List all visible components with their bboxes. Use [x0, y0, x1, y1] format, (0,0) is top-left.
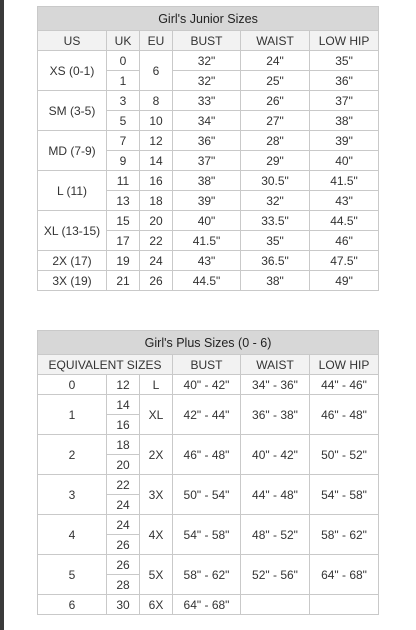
- uk-size-cell: 7: [107, 131, 140, 151]
- waist-cell: 25": [241, 71, 310, 91]
- col-header-waist: WAIST: [241, 31, 310, 51]
- col-header-eu: EU: [140, 31, 173, 51]
- waist-cell: 26": [241, 91, 310, 111]
- low-hip-cell: 44" - 46": [310, 375, 379, 395]
- letter-size-cell: 3X: [140, 475, 173, 515]
- uk-size-cell: 30: [107, 595, 140, 615]
- letter-size-cell: 5X: [140, 555, 173, 595]
- junior-table-title: Girl's Junior Sizes: [38, 7, 379, 31]
- uk-size-cell: 21: [107, 271, 140, 291]
- waist-cell: 36" - 38": [241, 395, 310, 435]
- us-size-cell: 3: [38, 475, 107, 515]
- table-row: [38, 171, 379, 191]
- bust-cell: 37": [173, 151, 241, 171]
- eu-size-cell: 6: [140, 51, 173, 91]
- uk-size-cell: 13: [107, 191, 140, 211]
- bust-cell: 54" - 58": [173, 515, 241, 555]
- low-hip-cell: 50" - 52": [310, 435, 379, 475]
- uk-size-cell: 19: [107, 251, 140, 271]
- waist-cell: 52" - 56": [241, 555, 310, 595]
- low-hip-cell: 36": [310, 71, 379, 91]
- uk-size-cell: 20: [107, 455, 140, 475]
- uk-size-cell: 24: [107, 495, 140, 515]
- eu-size-cell: 24: [140, 251, 173, 271]
- letter-size-cell: XL: [140, 395, 173, 435]
- letter-size-cell: L: [140, 375, 173, 395]
- waist-cell: 34" - 36": [241, 375, 310, 395]
- waist-cell: 36.5": [241, 251, 310, 271]
- bust-cell: 34": [173, 111, 241, 131]
- table-row: [38, 211, 379, 231]
- low-hip-cell: 38": [310, 111, 379, 131]
- waist-cell: 24": [241, 51, 310, 71]
- table-row: [38, 51, 379, 71]
- uk-size-cell: 9: [107, 151, 140, 171]
- bust-cell: 32": [173, 51, 241, 71]
- eu-size-cell: 22: [140, 231, 173, 251]
- uk-size-cell: 1: [107, 71, 140, 91]
- uk-size-cell: 22: [107, 475, 140, 495]
- col-header-low-hip: LOW HIP: [310, 355, 379, 375]
- table-row: [38, 435, 379, 455]
- bust-cell: 40" - 42": [173, 375, 241, 395]
- col-header-us: US: [38, 31, 107, 51]
- low-hip-cell: 54" - 58": [310, 475, 379, 515]
- waist-cell: 28": [241, 131, 310, 151]
- uk-size-cell: 24: [107, 515, 140, 535]
- us-size-cell: 2: [38, 435, 107, 475]
- table-row: [38, 251, 379, 271]
- table-row: [38, 91, 379, 111]
- us-size-cell: 3X (19): [38, 271, 107, 291]
- bust-cell: 33": [173, 91, 241, 111]
- low-hip-cell: 44.5": [310, 211, 379, 231]
- uk-size-cell: 14: [107, 395, 140, 415]
- uk-size-cell: 5: [107, 111, 140, 131]
- uk-size-cell: 16: [107, 415, 140, 435]
- us-size-cell: 1: [38, 395, 107, 435]
- us-size-cell: 6: [38, 595, 107, 615]
- uk-size-cell: 11: [107, 171, 140, 191]
- bust-cell: 46" - 48": [173, 435, 241, 475]
- waist-cell: 38": [241, 271, 310, 291]
- low-hip-cell: 47.5": [310, 251, 379, 271]
- us-size-cell: XL (13-15): [38, 211, 107, 251]
- eu-size-cell: 14: [140, 151, 173, 171]
- col-header-waist: WAIST: [241, 355, 310, 375]
- eu-size-cell: 16: [140, 171, 173, 191]
- waist-cell: 30.5": [241, 171, 310, 191]
- eu-size-cell: 12: [140, 131, 173, 151]
- waist-cell: [241, 595, 310, 615]
- low-hip-cell: 40": [310, 151, 379, 171]
- table-row: [38, 131, 379, 151]
- low-hip-cell: 41.5": [310, 171, 379, 191]
- junior-sizes-table: [37, 6, 379, 291]
- waist-cell: 32": [241, 191, 310, 211]
- waist-cell: 29": [241, 151, 310, 171]
- plus-table-title: Girl's Plus Sizes (0 - 6): [38, 331, 379, 355]
- low-hip-cell: 39": [310, 131, 379, 151]
- letter-size-cell: 4X: [140, 515, 173, 555]
- uk-size-cell: 18: [107, 435, 140, 455]
- col-header-equivalent-sizes: EQUIVALENT SIZES: [38, 355, 173, 375]
- waist-cell: 44" - 48": [241, 475, 310, 515]
- us-size-cell: 4: [38, 515, 107, 555]
- table-row: [38, 595, 379, 615]
- table-row: [38, 375, 379, 395]
- bust-cell: 40": [173, 211, 241, 231]
- eu-size-cell: 26: [140, 271, 173, 291]
- eu-size-cell: 20: [140, 211, 173, 231]
- low-hip-cell: 46": [310, 231, 379, 251]
- low-hip-cell: 43": [310, 191, 379, 211]
- uk-size-cell: 0: [107, 51, 140, 71]
- col-header-bust: BUST: [173, 31, 241, 51]
- low-hip-cell: 49": [310, 271, 379, 291]
- col-header-uk: UK: [107, 31, 140, 51]
- letter-size-cell: 6X: [140, 595, 173, 615]
- low-hip-cell: [310, 595, 379, 615]
- bust-cell: 32": [173, 71, 241, 91]
- low-hip-cell: 35": [310, 51, 379, 71]
- eu-size-cell: 10: [140, 111, 173, 131]
- waist-cell: 48" - 52": [241, 515, 310, 555]
- bust-cell: 36": [173, 131, 241, 151]
- waist-cell: 33.5": [241, 211, 310, 231]
- uk-size-cell: 28: [107, 575, 140, 595]
- uk-size-cell: 3: [107, 91, 140, 111]
- eu-size-cell: 8: [140, 91, 173, 111]
- waist-cell: 40" - 42": [241, 435, 310, 475]
- table-row: [38, 475, 379, 495]
- bust-cell: 42" - 44": [173, 395, 241, 435]
- us-size-cell: 0: [38, 375, 107, 395]
- uk-size-cell: 26: [107, 535, 140, 555]
- low-hip-cell: 37": [310, 91, 379, 111]
- uk-size-cell: 26: [107, 555, 140, 575]
- us-size-cell: MD (7-9): [38, 131, 107, 171]
- bust-cell: 41.5": [173, 231, 241, 251]
- uk-size-cell: 15: [107, 211, 140, 231]
- letter-size-cell: 2X: [140, 435, 173, 475]
- us-size-cell: 2X (17): [38, 251, 107, 271]
- waist-cell: 35": [241, 231, 310, 251]
- bust-cell: 38": [173, 171, 241, 191]
- table-row: [38, 515, 379, 535]
- us-size-cell: 5: [38, 555, 107, 595]
- eu-size-cell: 18: [140, 191, 173, 211]
- low-hip-cell: 46" - 48": [310, 395, 379, 435]
- bust-cell: 39": [173, 191, 241, 211]
- table-row: [38, 271, 379, 291]
- col-header-bust: BUST: [173, 355, 241, 375]
- bust-cell: 64" - 68": [173, 595, 241, 615]
- us-size-cell: XS (0-1): [38, 51, 107, 91]
- us-size-cell: L (11): [38, 171, 107, 211]
- uk-size-cell: 17: [107, 231, 140, 251]
- table-row: [38, 555, 379, 575]
- waist-cell: 27": [241, 111, 310, 131]
- low-hip-cell: 64" - 68": [310, 555, 379, 595]
- bust-cell: 43": [173, 251, 241, 271]
- bust-cell: 58" - 62": [173, 555, 241, 595]
- plus-sizes-table: [37, 330, 379, 615]
- us-size-cell: SM (3-5): [38, 91, 107, 131]
- low-hip-cell: 58" - 62": [310, 515, 379, 555]
- bust-cell: 44.5": [173, 271, 241, 291]
- table-row: [38, 395, 379, 415]
- bust-cell: 50" - 54": [173, 475, 241, 515]
- left-edge-bar: [0, 0, 4, 630]
- col-header-low-hip: LOW HIP: [310, 31, 379, 51]
- uk-size-cell: 12: [107, 375, 140, 395]
